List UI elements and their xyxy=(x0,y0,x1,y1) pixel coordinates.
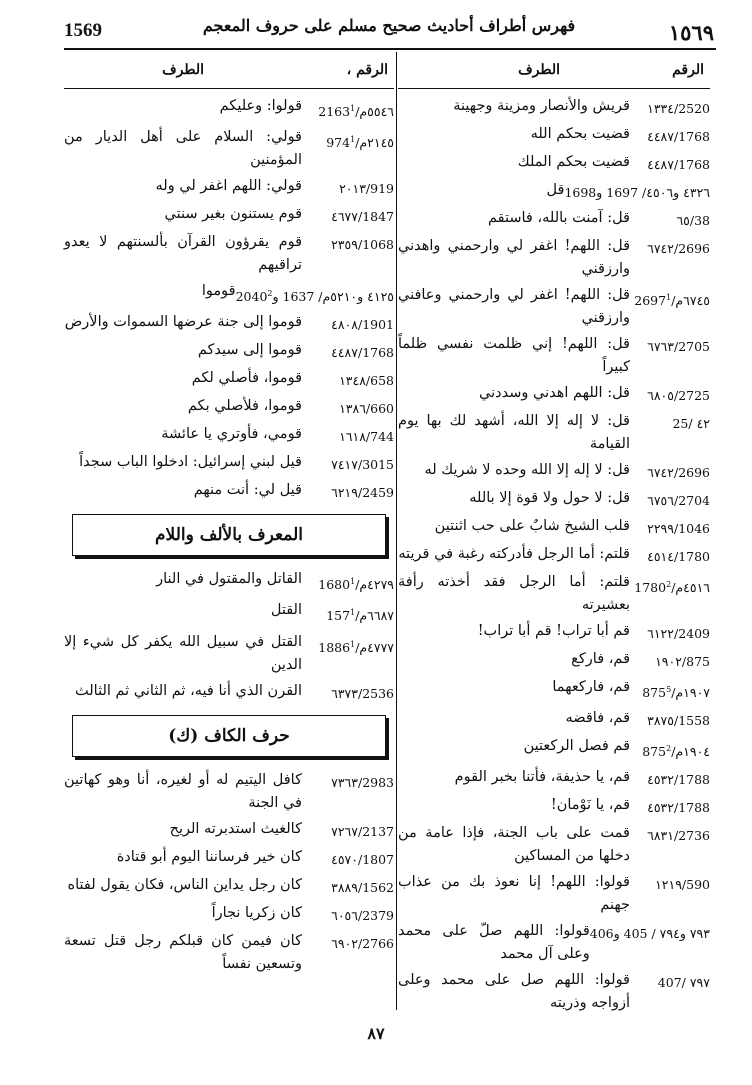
entry-reference-number xyxy=(630,969,710,994)
left-column xyxy=(64,52,394,1012)
page-title: فهرس أطراف أحاديث صحيح مسلم على حروف المعجم xyxy=(202,16,576,35)
entry-reference-text: 875/١٩٠٢ xyxy=(655,654,710,669)
left-column-header xyxy=(64,52,394,89)
index-entry xyxy=(398,707,710,732)
entry-reference-text: 1901/٤٨٠٨ xyxy=(331,317,394,333)
running-header xyxy=(64,14,714,48)
entry-superscript: 2 xyxy=(666,744,672,754)
header-rule xyxy=(64,48,716,50)
entry-reference-text: 1768/٤٤٨٧ xyxy=(331,345,394,361)
page-number-arabic: ١٥٦٩ xyxy=(668,20,714,45)
entry-hadith-text: قل: لا حول ولا قوة إلا بالله xyxy=(469,490,630,506)
entry-reference-number xyxy=(630,123,710,148)
entry-hadith-text: قولوا: وعليكم xyxy=(219,98,302,114)
entry-hadith-text: قلتم: أما الرجل فأدركته رغبة في قريته xyxy=(398,546,630,562)
entry-hadith-text: كافل اليتيم له أو لغيره، أنا وهو كهاتين في الجنة xyxy=(64,771,302,811)
index-entry xyxy=(64,680,394,705)
entry-reference-text: 1068/٢٣٥٩ xyxy=(331,237,394,253)
entry-reference-number xyxy=(630,871,710,896)
entry-hadith-text: قوم يقرؤون القرآن بألسنتهم لا يعدو تراقيهم xyxy=(64,234,302,274)
entry-reference-text: 590/١٢١٩ xyxy=(655,877,710,893)
entry-reference-number xyxy=(302,930,394,955)
section-heading-kaf: حرف الكاف (ك) xyxy=(72,715,386,757)
entry-hadith-text: قل: اللهم! اغفر لي وارحمني وعافني وارزقني xyxy=(398,287,630,326)
entry-reference-number xyxy=(630,707,710,732)
entry-reference-text: 1788/٤٥٣٢ xyxy=(647,772,710,788)
index-entry xyxy=(398,382,710,407)
entry-hadith-text: قم، يا حذيفة، فأتنا بخبر القوم xyxy=(454,769,630,786)
entry-hadith-text: قولوا: اللهم! إنا نعوذ بك من عذاب جهنم xyxy=(398,874,630,914)
index-entry xyxy=(64,479,394,504)
entry-reference-number xyxy=(302,846,394,871)
index-entry xyxy=(64,846,394,871)
entry-reference-number xyxy=(302,874,394,899)
entry-hadith-text: قل: آمنت بالله، فاستقم xyxy=(487,210,630,226)
footer-page-number: ٨٧ xyxy=(367,1024,385,1043)
index-entry xyxy=(398,515,710,540)
entry-hadith-text: قوموا، فلأصلي بكم xyxy=(187,398,302,415)
entry-reference-text: ٧٩٧ /407 xyxy=(657,975,710,991)
index-entry xyxy=(398,151,710,176)
entry-reference-number xyxy=(302,126,394,154)
entry-superscript: 1 xyxy=(350,104,356,113)
entry-reference-number xyxy=(630,620,710,645)
entry-reference-text: ٥٥٤٦م/2163 xyxy=(318,104,394,120)
index-entry xyxy=(64,280,394,308)
index-entry xyxy=(398,123,710,148)
entry-hadith-text: قل: اللهم اهدني وسددني xyxy=(479,385,630,401)
header-number-label: الرقم ، xyxy=(346,62,388,78)
entry-hadith-text: قل: لا إله إلا الله، أشهد لك بها يوم القيامة xyxy=(398,413,630,452)
entry-hadith-text: قلب الشيخ شابٌ على حب اثنتين xyxy=(434,518,630,534)
entry-reference-number xyxy=(302,599,394,627)
entry-reference-number xyxy=(302,367,394,392)
entry-hadith-text: القرن الذي أنا فيه، ثم الثاني ثم الثالث xyxy=(75,682,302,699)
index-entry xyxy=(64,818,394,843)
entry-reference-text: ٤٢٧٩م/1680 xyxy=(318,577,394,593)
entry-superscript: 1 xyxy=(666,293,672,302)
entry-hadith-text: قوموا إلى سيدكم xyxy=(197,342,302,359)
index-entry xyxy=(398,487,710,512)
entry-superscript: 5 xyxy=(666,685,672,694)
right-column xyxy=(398,52,710,1012)
entry-reference-number xyxy=(630,95,710,120)
right-column-header xyxy=(398,52,710,89)
entry-reference-text: 2705/٦٧٦٣ xyxy=(647,339,710,354)
section-heading-definite-article: المعرف بالألف واللام xyxy=(72,514,386,556)
entry-hadith-text: قوم يستنون بغير سنتي xyxy=(164,206,302,223)
entry-reference-number xyxy=(630,648,710,673)
entry-reference-number xyxy=(630,571,710,599)
entry-hadith-text: قل xyxy=(546,182,565,198)
entry-superscript: 1 xyxy=(350,608,356,618)
entry-reference-text: 660/١٣٨٦ xyxy=(339,401,394,417)
entry-hadith-text: قولوا: اللهم صل على محمد وعلى أزواجه وذريته xyxy=(398,972,630,1012)
entry-hadith-text: القتل في سبيل الله يكفر كل شيء إلا الدين xyxy=(64,633,302,673)
entry-hadith-text: قضيت بحكم الملك xyxy=(517,154,630,170)
entry-reference-text: 1768/٤٤٨٧ xyxy=(647,129,710,144)
index-entry xyxy=(64,631,394,677)
entry-reference-text: 1788/٤٥٣٢ xyxy=(647,800,710,816)
entry-reference-text: 1562/٣٨٨٩ xyxy=(331,879,394,895)
entry-reference-text: 2520/١٣٣٤ xyxy=(647,101,710,116)
index-entry xyxy=(64,367,394,392)
entry-hadith-text: قوموا، فأصلي لكم xyxy=(191,370,302,387)
entry-reference-text: 2696/٦٧٤٢ xyxy=(647,465,710,480)
entry-reference-number xyxy=(302,231,394,256)
entry-reference-text: 2736/٦٨٣١ xyxy=(647,828,710,844)
entry-reference-number xyxy=(630,410,710,435)
entry-reference-number xyxy=(302,175,394,200)
entry-hadith-text: قيل لي: أنت منهم xyxy=(193,482,302,499)
entry-reference-number xyxy=(302,203,394,228)
entry-hadith-text: قم، فاركعهما xyxy=(552,679,630,695)
index-entry xyxy=(64,568,394,596)
entry-reference-text: 2704/٦٧٥٦ xyxy=(647,493,710,508)
index-entry xyxy=(64,126,394,172)
index-entry xyxy=(398,676,710,704)
entry-reference-text: ٧٩٣ و٧٩٤ / 405 و406 xyxy=(589,926,710,942)
entry-reference-number xyxy=(302,902,394,927)
entry-reference-number xyxy=(236,280,394,308)
entry-reference-number xyxy=(302,95,394,123)
entry-reference-number xyxy=(630,284,710,312)
entry-reference-text: 2696/٦٧٤٢ xyxy=(647,241,710,256)
entry-hadith-text: قل: لا إله إلا الله وحده لا شريك له xyxy=(424,462,630,478)
entry-reference-text: 1780/٤٥١٤ xyxy=(647,549,710,564)
entry-reference-text: ٤٣٢٦ و٤٥٠٦/ 1697 و1698 xyxy=(564,185,710,200)
entry-reference-number xyxy=(302,769,394,794)
entry-hadith-text: قيل لبني إسرائيل: ادخلوا الباب سجداً xyxy=(79,454,302,471)
entry-reference-text: ١٩٠٤م/875 xyxy=(642,744,710,760)
entry-reference-text: 2379/٦٠٥٦ xyxy=(331,907,394,923)
index-entry xyxy=(64,874,394,899)
index-entry xyxy=(398,410,710,456)
entry-reference-text: ٤١٢٥ و٥٢١٠م/ 1637 و2040 xyxy=(235,289,394,305)
entry-hadith-text: كان فيمن كان قبلكم رجل قتل تسعة وتسعين نفساً xyxy=(64,932,302,972)
index-entry xyxy=(64,203,394,228)
entry-reference-number xyxy=(630,543,710,568)
entry-reference-number xyxy=(302,423,394,448)
entry-hadith-text: قولي: السلام على أهل الديار من المؤمنين xyxy=(64,129,302,169)
entry-hadith-text: قضيت بحكم الله xyxy=(530,126,630,142)
entry-hadith-text: كان رجل يداين الناس، فكان يقول لفتاه xyxy=(67,876,302,893)
entry-reference-text: ٦٧٤٥م/2697 xyxy=(634,293,710,309)
entry-reference-number xyxy=(630,794,710,819)
entry-hadith-text: قمت على باب الجنة، فإذا عامة من دخلها من المساكين xyxy=(398,825,630,865)
entry-reference-text: 1768/٤٤٨٧ xyxy=(647,157,710,172)
entry-hadith-text: قم، يا نَوْمان! xyxy=(550,797,630,814)
entry-hadith-text: قومي، فأوتري يا عائشة xyxy=(161,426,302,443)
index-entry xyxy=(398,620,710,645)
index-entry xyxy=(398,571,710,617)
entry-reference-number xyxy=(630,822,710,847)
entry-reference-number xyxy=(302,479,394,504)
entry-reference-text: 1807/٤٥٧٠ xyxy=(331,851,394,867)
entry-reference-text: 1558/٣٨٧٥ xyxy=(647,713,710,729)
index-entry xyxy=(64,451,394,476)
entry-reference-text: 2137/٧٢٦٧ xyxy=(331,823,394,839)
entry-reference-number xyxy=(630,487,710,512)
index-entry xyxy=(64,311,394,336)
entry-reference-text: 2766/٦٩٠٢ xyxy=(331,935,394,951)
entry-reference-text: 658/١٣٤٨ xyxy=(339,373,394,389)
entry-reference-number xyxy=(564,179,710,204)
entry-reference-number xyxy=(630,515,710,540)
entry-hadith-text: قم، فاركع xyxy=(571,651,630,667)
index-entry xyxy=(64,231,394,277)
entry-hadith-text: كان زكريا نجاراً xyxy=(211,904,302,921)
entry-reference-number xyxy=(590,920,710,945)
index-entry xyxy=(398,207,710,232)
entry-reference-text: ٤٧٧٧م/1886 xyxy=(318,639,394,655)
entry-reference-text: ٤٥١٦م/1780 xyxy=(634,580,710,596)
index-entry xyxy=(398,648,710,673)
entry-hadith-text: كان خير فرساننا اليوم أبو قتادة xyxy=(116,848,302,865)
index-entry xyxy=(398,543,710,568)
index-entry xyxy=(398,822,710,868)
index-entry xyxy=(64,175,394,200)
index-entry xyxy=(398,794,710,819)
index-entry xyxy=(398,969,710,1015)
entry-reference-text: 1847/٤٦٧٧ xyxy=(331,209,394,225)
entry-hadith-text: القتل xyxy=(270,602,302,619)
entry-hadith-text: قوموا إلى جنة عرضها السموات والأرض xyxy=(64,314,302,331)
index-entry xyxy=(64,95,394,123)
entry-reference-text: 2459/٦٢١٩ xyxy=(331,485,394,501)
index-entry xyxy=(64,902,394,927)
entry-reference-number xyxy=(630,382,710,407)
index-entry xyxy=(398,871,710,917)
entry-superscript: 1 xyxy=(350,577,356,587)
entry-hadith-text: قم، فاقضه xyxy=(565,710,630,727)
entry-reference-number xyxy=(302,631,394,659)
index-entry xyxy=(398,735,710,763)
entry-hadith-text: قل: اللهم! اغفر لي وارحمني واهدني وارزقني xyxy=(398,238,630,277)
entry-hadith-text: كالغيث استدبرته الريح xyxy=(169,820,302,837)
index-entry xyxy=(398,284,710,330)
entry-reference-number xyxy=(302,680,394,705)
entry-reference-text: ٤٢ /25 xyxy=(672,416,710,431)
entry-reference-text: 2725/٦٨٠٥ xyxy=(647,388,710,403)
entry-hadith-text: قولوا: اللهم صلّ على محمد وعلى آل محمد xyxy=(398,923,590,963)
index-entry xyxy=(398,235,710,281)
entry-reference-number xyxy=(302,339,394,364)
index-entry xyxy=(64,599,394,627)
index-entry xyxy=(64,395,394,420)
entry-reference-text: 2983/٧٣٦٣ xyxy=(331,774,394,790)
entry-hadith-text: قولي: اللهم اغفر لي وله xyxy=(155,178,302,195)
entry-reference-number xyxy=(630,207,710,232)
entry-reference-number xyxy=(302,395,394,420)
entry-reference-number xyxy=(630,235,710,260)
header-number-label: الرقم xyxy=(672,62,704,78)
entry-hadith-text: القاتل والمقتول في النار xyxy=(156,571,302,588)
left-entry-list-2 xyxy=(64,568,394,704)
entry-superscript: 2 xyxy=(267,289,273,299)
header-tarf-label: الطرف xyxy=(518,62,560,78)
entry-reference-text: 3015/٧٤١٧ xyxy=(331,457,394,473)
index-entry xyxy=(398,920,710,966)
entry-reference-number xyxy=(302,568,394,596)
entry-superscript: 2 xyxy=(666,580,672,589)
entry-reference-number xyxy=(630,735,710,763)
entry-hadith-text: قريش والأنصار ومزينة وجهينة xyxy=(453,98,630,114)
entry-reference-text: 38/٦٥ xyxy=(676,213,710,228)
entry-hadith-text: قل: اللهم! إني ظلمت نفسي ظلماً كبيراً xyxy=(398,336,630,375)
column-divider xyxy=(396,52,397,1010)
header-tarf-label: الطرف xyxy=(162,62,204,78)
entry-reference-number xyxy=(302,311,394,336)
entry-hadith-text: قوموا xyxy=(201,283,236,300)
index-entry xyxy=(64,769,394,815)
left-entry-list xyxy=(64,95,394,504)
entry-reference-number xyxy=(630,333,710,358)
entry-reference-text: 744/١٦١٨ xyxy=(339,429,394,445)
entry-superscript: 1 xyxy=(350,135,356,145)
entry-superscript: 1 xyxy=(350,639,356,649)
entry-reference-text: 919/٢٠١٣ xyxy=(339,181,394,197)
entry-reference-number xyxy=(302,451,394,476)
index-entry xyxy=(64,423,394,448)
entry-reference-number xyxy=(630,459,710,484)
index-entry xyxy=(398,179,710,204)
entry-reference-text: ٢١٤٥م/974 xyxy=(326,135,394,151)
left-entry-list-3 xyxy=(64,769,394,976)
entry-hadith-text: قم أبا تراب! قم أبا تراب! xyxy=(477,623,630,639)
entry-hadith-text: قم فصل الركعتين xyxy=(523,738,630,755)
right-entry-list xyxy=(398,95,710,1015)
index-entry xyxy=(398,95,710,120)
entry-reference-number xyxy=(630,766,710,791)
page-number-latin: 1569 xyxy=(64,20,102,41)
index-entry xyxy=(64,930,394,976)
entry-reference-number xyxy=(630,151,710,176)
entry-reference-number xyxy=(630,676,710,704)
entry-reference-text: 2409/٦١٢٢ xyxy=(647,626,710,641)
entry-reference-text: ١٩٠٧م/875 xyxy=(642,685,710,701)
entry-reference-number xyxy=(302,818,394,843)
entry-reference-text: 1046/٢٢٩٩ xyxy=(647,521,710,536)
entry-reference-text: ٦٦٨٧م/157 xyxy=(326,608,394,624)
entry-hadith-text: قلتم: أما الرجل فقد أخذته رأفة بعشيرته xyxy=(398,574,630,613)
index-entry xyxy=(398,333,710,379)
entry-reference-text: 2536/٦٣٧٣ xyxy=(331,685,394,701)
index-entry xyxy=(398,766,710,791)
index-entry xyxy=(398,459,710,484)
index-entry xyxy=(64,339,394,364)
